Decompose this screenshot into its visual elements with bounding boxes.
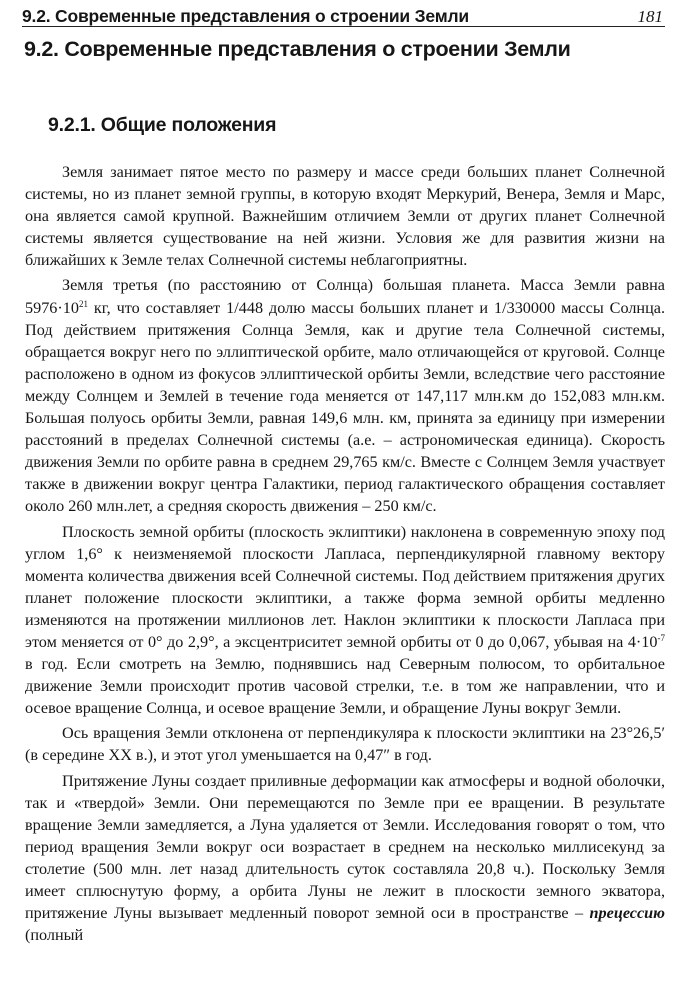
paragraph-text: в год. Если смотреть на Землю, поднявшись над Северным полюсом, то орбитальное движение Земли происходит против часовой стрелки, т.е. в том же направлении, что и осевое вращение Солнца, и осевое вращение Земли, и обращение Луны вокруг Земли. (25, 655, 665, 718)
paragraph (25, 770, 665, 947)
paragraph-text: Плоскость земной орбиты (плоскость эклиптики) наклонена в современную эпоху под углом 1,6° к неизменяемой плоскости Лапласа, перпендикулярной главному вектору момента количества движения всей Солнечной системы. Под действием притяжения других планет положение плоскости эклиптики, а также форма земной орбиты медленно изменяются на протяжении миллионов лет. Наклон эклиптики к плоскости Лапласа при этом меняется от 0° до 2,9°, а эксцентриситет земной орбиты от 0 до 0,067, убывая на 4·10 (25, 522, 665, 651)
running-header (22, 0, 665, 27)
paragraph: Земля занимает пятое место по размеру и массе среди больших планет Солнечной системы, но из планет земной группы, в которую входят Меркурий, Венера, Земля и Марс, она является самой крупной. Важнейшим отличием Земли от других планет Солнечной системы является существование на ней жизни. Условия же для развития жизни на ближайших к Земле телах Солнечной системы неблагоприятны. (25, 163, 665, 270)
paragraph-text: Земля третья (по расстоянию от Солнца) большая планета. Масса Земли равна 5976·10 (25, 276, 665, 317)
paragraph (25, 274, 665, 517)
superscript-exponent: -7 (657, 632, 665, 643)
subsection-title: 9.2.1. Общие положения (48, 114, 277, 136)
paragraph-text: кг, что составляет 1/448 долю массы больших планет и 1/330000 массы Солнца. Под действием притяжения Солнца Земля, как и другие тела Солнечной системы, обращается вокруг него по эллиптической орбите, мало отличающейся от круговой. Солнце расположено в одном из фокусов эллиптической орбиты Земли, вследствие чего расстояние между Солнцем и Землей в течение года меняется от 147,117 млн.км до 152,083 млн.км. Большая полуось орбиты Земли, равная 149,6 млн. км, принята за единицу при измерении расстояний в пределах Солнечной системы (а.е. – астрономическая единица). Скорость движения Земли по орбите равна в среднем 29,765 км/с. Вместе с Солнцем Земля участвует также в движении вокруг центра Галактики, период галактического обращения составляет около 260 млн.лет, а средняя скорость движения – 250 км/с. (25, 298, 665, 516)
emphasized-term: прецессию (589, 904, 665, 923)
running-header-title: 9.2. Современные представления о строении Земли (22, 6, 469, 26)
superscript-exponent: 21 (78, 298, 88, 309)
paragraph-text: (полный (25, 926, 84, 945)
paragraph-text: Притяжение Луны создает приливные деформации как атмосферы и водной оболочки, так и «твердой» Земли. Они перемещаются по Земле при ее вращении. В результате вращение Земли замедляется, а Луна удаляется от Земли. Исследования говорят о том, что период вращения Земли вокруг оси возрастает в среднем на несколько миллисекунд за столетие (500 млн. лет назад длительность суток составляла 20,8 ч.). Поскольку Земля имеет сплюснутую форму, а орбита Луны не лежит в плоскости земного экватора, притяжение Луны вызывает медленный поворот земной оси в пространстве – (25, 771, 665, 923)
paragraph (25, 521, 665, 720)
section-title: 9.2. Современные представления о строении Земли (24, 37, 571, 61)
paragraph: Ось вращения Земли отклонена от перпендикуляра к плоскости эклиптики на 23°26,5′ (в середине XX в.), и этот угол уменьшается на 0,47″ в год. (25, 724, 665, 765)
body-text (22, 161, 665, 946)
page-number: 181 (637, 7, 663, 26)
